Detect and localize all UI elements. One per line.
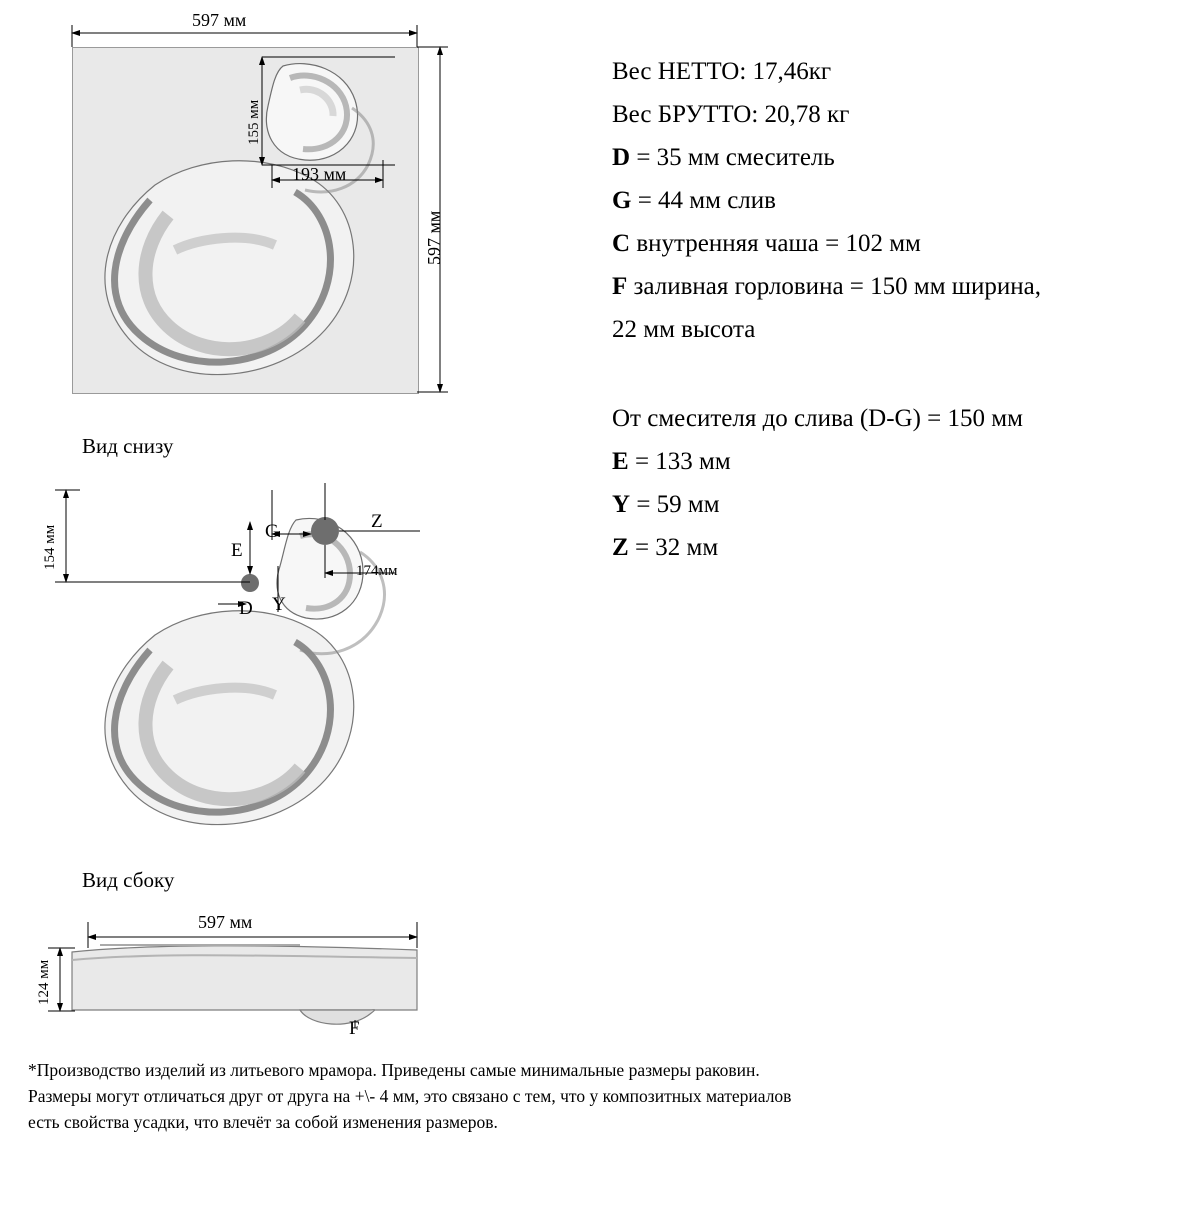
drawings-column [0,0,600,1060]
top-view-basin-shape [105,64,373,375]
spec-gross-weight [612,93,1192,136]
spec-d [612,136,1192,179]
top-view-height-dim: 597 мм [424,210,444,265]
spec-net-weight [612,50,1192,93]
letter-g: G [265,521,279,542]
top-view-inner-width-dim: 193 мм [292,164,347,184]
spec-dg-distance-text: От смесителя до слива (D-G) = 150 мм [612,405,1023,432]
spec-d-letter: D [612,144,631,171]
spec-divider [612,351,1192,397]
bottom-view-basin-shape [105,518,385,824]
spec-f-text: заливная горловина = 150 мм ширина, [627,273,1042,300]
top-view-inner-height-dim: 155 мм [246,99,262,145]
spec-e-text: = 133 мм [628,448,731,475]
spec-f-letter: F [612,273,628,300]
spec-net-weight-text: Вес НЕТТО: 17,46кг [612,58,832,85]
bottom-view-offset-dim: 174мм [356,563,398,579]
spec-y-text: = 59 мм [630,491,720,518]
drain-hole [311,517,339,545]
letter-e: E [231,540,243,561]
footnote: *Производство изделий из литьевого мрамора. Приведены самые минимальные размеры раковин. Размеры могут отличаться друг от друга на +\- 4 мм, это связано с тем, что у композитных материалов есть свойства усадки, что влечёт за собой изменения размеров. [28,1060,792,1132]
spec-c-text: внутренняя чаша = 102 мм [630,230,921,257]
spec-g-letter: G [612,187,632,214]
bottom-view-label: Вид снизу [82,434,174,458]
spec-c [612,222,1192,265]
spec-z-letter: Z [612,534,629,561]
spec-c-letter: C [612,230,631,257]
side-view-label: Вид сбоку [82,868,175,892]
drawing-annotations [0,0,600,1060]
faucet-hole [241,574,259,592]
spec-d-text: = 35 мм смеситель [630,144,835,171]
specifications-list [612,50,1192,569]
letter-f: F [349,1018,360,1039]
spec-gross-weight-text: Вес БРУТТО: 20,78 кг [612,101,850,128]
spec-z [612,526,1192,569]
side-view-width-dim: 597 мм [198,912,253,932]
letter-z: Z [371,511,383,532]
spec-g [612,179,1192,222]
spec-dg-distance [612,397,1192,440]
side-view-height-dim: 124 мм [36,959,52,1005]
top-view-width-dim: 597 мм [192,10,247,30]
side-view-body [72,945,417,1024]
bottom-view-left-height-dim: 154 мм [42,524,58,570]
spec-y-letter: Y [612,491,631,518]
spec-f-height [612,308,1192,351]
spec-e [612,440,1192,483]
letter-y: Y [272,594,286,615]
spec-y [612,483,1192,526]
spec-z-text: = 32 мм [628,534,719,561]
spec-e-letter: E [612,448,629,475]
spec-f-height-text: 22 мм высота [612,316,756,343]
spec-g-text: = 44 мм слив [631,187,776,214]
letter-d: D [239,598,253,619]
spec-f [612,265,1192,308]
